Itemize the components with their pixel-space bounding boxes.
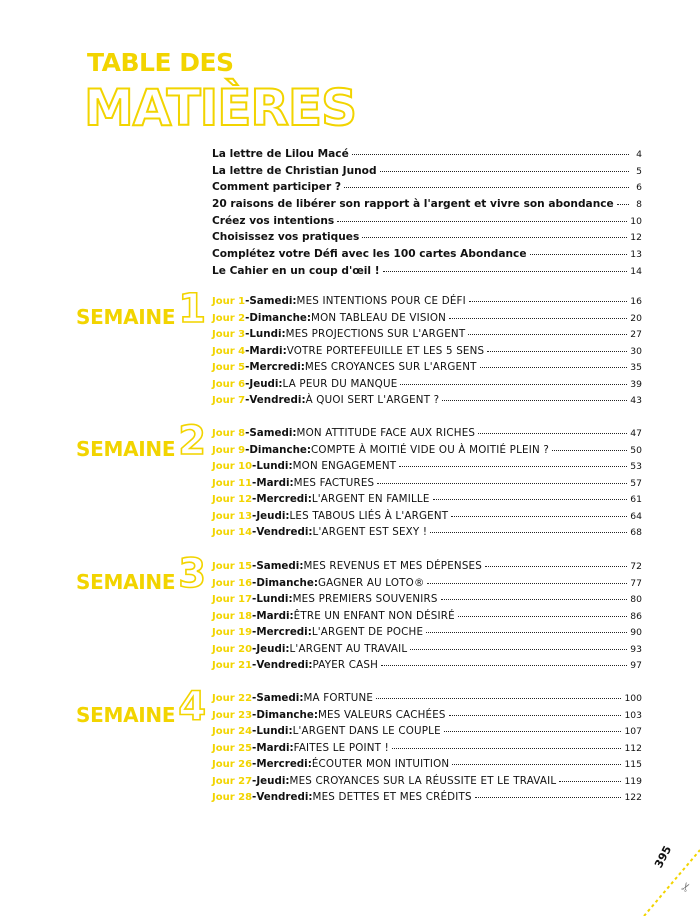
page-ref: 16 (630, 296, 642, 307)
colon: : (301, 394, 306, 406)
day-number: Jour 3 (212, 329, 246, 340)
page-ref: 77 (630, 577, 642, 589)
weekday: Mardi (256, 741, 290, 754)
separator: - (252, 708, 257, 721)
page-ref: 119 (624, 775, 642, 787)
day-number: Jour 16 (212, 577, 253, 589)
day-number: Jour 12 (212, 494, 253, 505)
topic-title: MES CROYANCES SUR LA RÉUSSITE ET LE TRAVAIL (289, 774, 557, 787)
day-number: Jour 14 (212, 527, 253, 538)
weekday: Mercredi (249, 361, 301, 373)
topic-title: MON ATTITUDE FACE AUX RICHES (296, 427, 476, 439)
separator: - (245, 394, 250, 406)
colon: : (308, 526, 313, 538)
separator: - (245, 295, 250, 307)
toc-text: 20 raisons de libérer son rapport à l'argent et vivre son abondance (212, 198, 614, 211)
weekday: Lundi (256, 725, 289, 737)
toc-text: Créez vos intentions (212, 214, 335, 227)
week-word: SEMAINE (76, 703, 176, 727)
colon: : (307, 758, 312, 770)
page-number: 395 (652, 843, 675, 871)
day-number: Jour 5 (212, 362, 246, 373)
day-number: Jour 18 (212, 610, 253, 622)
separator: - (252, 791, 257, 803)
weekday: Mercredi (256, 758, 308, 770)
scissors-icon: ✂ (677, 879, 695, 895)
topic-title: MES FACTURES (293, 476, 375, 489)
day-number: Jour 7 (212, 395, 246, 406)
colon: : (300, 361, 305, 373)
weekday: Jeudi (256, 774, 286, 787)
colon: : (308, 791, 313, 803)
week-number: 4 (178, 684, 207, 730)
colon: : (292, 427, 297, 439)
day-number: Jour 11 (212, 477, 253, 489)
page-ref: 47 (630, 428, 642, 439)
day-number: Jour 9 (212, 444, 246, 456)
toc-text: Choisissez vos pratiques (212, 231, 360, 244)
topic-title: LES TABOUS LIÉS À L'ARGENT (289, 509, 449, 522)
week-number: 1 (178, 286, 207, 332)
weekday: Lundi (256, 460, 289, 472)
topic-title: L'ARGENT DANS LE COUPLE (292, 725, 441, 737)
page-ref: 80 (630, 594, 642, 605)
separator: - (252, 725, 257, 737)
weekday: Mardi (256, 609, 290, 622)
weekday: Vendredi (256, 659, 309, 671)
separator: - (252, 626, 257, 638)
topic-title: ÉCOUTER MON INTUITION (311, 758, 450, 770)
topic-title: MA FORTUNE (303, 692, 374, 704)
toc-text: La lettre de Christian Junod (212, 164, 377, 177)
topic-title: FAITES LE POINT ! (293, 741, 389, 754)
topic-title: L'ARGENT EST SEXY ! (312, 526, 428, 538)
weekday: Samedi (256, 692, 300, 704)
colon: : (281, 328, 286, 340)
day-number: Jour 2 (212, 312, 246, 324)
topic-title: L'ARGENT DE POCHE (311, 626, 424, 638)
separator: - (252, 526, 257, 538)
separator: - (252, 576, 257, 589)
page-ref: 43 (630, 395, 642, 406)
separator: - (245, 328, 250, 340)
colon: : (306, 311, 312, 324)
separator: - (245, 344, 250, 357)
colon: : (282, 344, 287, 357)
colon: : (313, 708, 318, 721)
toc-text: Complétez votre Défi avec les 100 cartes Abondance (212, 248, 527, 261)
topic-title: COMPTE À MOITIÉ VIDE OU À MOITIÉ PLEIN ? (311, 443, 550, 456)
page-ref: 12 (630, 232, 642, 244)
page-ref: 112 (624, 742, 642, 754)
colon: : (307, 626, 312, 638)
separator: - (252, 609, 257, 622)
title-line-2: MATIÈRES (84, 79, 357, 137)
colon: : (289, 741, 294, 754)
colon: : (288, 593, 293, 605)
page-ref: 50 (630, 444, 642, 456)
topic-title: MES REVENUS ET MES DÉPENSES (303, 560, 482, 572)
separator: - (252, 659, 257, 671)
colon: : (299, 560, 304, 572)
week-number: 2 (178, 418, 207, 464)
topic-title: PAYER CASH (312, 659, 379, 671)
weekday: Vendredi (249, 394, 302, 406)
colon: : (313, 576, 318, 589)
page-ref: 20 (630, 312, 642, 324)
topic-title: MON ENGAGEMENT (292, 460, 397, 472)
weekday: Mercredi (256, 493, 308, 505)
day-number: Jour 20 (212, 643, 253, 655)
weekday: Mardi (256, 476, 290, 489)
weekday: Vendredi (256, 526, 309, 538)
topic-title: L'ARGENT EN FAMILLE (311, 493, 430, 505)
page-ref: 97 (630, 660, 642, 671)
topic-title: L'ARGENT AU TRAVAIL (289, 642, 408, 655)
colon: : (288, 725, 293, 737)
day-number: Jour 25 (212, 742, 253, 754)
colon: : (285, 509, 290, 522)
title-line-1: TABLE DES (87, 48, 234, 77)
page-ref: 61 (630, 494, 642, 505)
page-ref: 68 (630, 527, 642, 538)
colon: : (285, 774, 290, 787)
topic-title: MES PROJECTIONS SUR L'ARGENT (285, 328, 466, 340)
weekday: Dimanche (256, 708, 314, 721)
page-ref: 30 (630, 345, 642, 357)
weekday: Lundi (256, 593, 289, 605)
separator: - (252, 692, 257, 704)
day-number: Jour 21 (212, 660, 253, 671)
colon: : (307, 493, 312, 505)
page-ref: 14 (630, 265, 642, 277)
weekday: Jeudi (249, 377, 279, 390)
weekday: Jeudi (256, 509, 286, 522)
weekday: Vendredi (256, 791, 309, 803)
weekday: Mercredi (256, 626, 308, 638)
separator: - (245, 443, 250, 456)
page-ref: 72 (630, 561, 642, 572)
week-word: SEMAINE (76, 305, 176, 329)
colon: : (292, 295, 297, 307)
page-ref: 57 (630, 477, 642, 489)
separator: - (252, 593, 257, 605)
topic-title: MES CROYANCES SUR L'ARGENT (304, 361, 477, 373)
separator: - (252, 758, 257, 770)
weekday: Mardi (249, 344, 283, 357)
separator: - (252, 493, 257, 505)
day-number: Jour 1 (212, 296, 246, 307)
page-ref: 107 (624, 726, 642, 737)
day-number: Jour 17 (212, 594, 253, 605)
page-ref: 6 (636, 182, 642, 194)
page-ref: 93 (630, 643, 642, 655)
separator: - (252, 560, 257, 572)
colon: : (278, 377, 283, 390)
separator: - (245, 311, 250, 324)
topic-title: ÊTRE UN ENFANT NON DÉSIRÉ (293, 609, 455, 622)
colon: : (289, 609, 294, 622)
toc-text: La lettre de Lilou Macé (212, 148, 349, 160)
day-number: Jour 26 (212, 759, 253, 770)
separator: - (245, 361, 250, 373)
page-ref: 4 (636, 149, 642, 160)
day-number: Jour 4 (212, 345, 246, 357)
page-ref: 122 (624, 792, 642, 803)
topic-title: LA PEUR DU MANQUE (282, 377, 398, 390)
topic-title: MES VALEURS CACHÉES (317, 708, 446, 721)
colon: : (306, 443, 312, 456)
topic-title: MES INTENTIONS POUR CE DÉFI (296, 295, 466, 307)
weekday: Dimanche (256, 576, 314, 589)
week-word: SEMAINE (76, 570, 176, 594)
topic-title: À QUOI SERT L'ARGENT ? (305, 394, 440, 406)
topic-title: VOTRE PORTEFEUILLE ET LES 5 SENS (286, 344, 485, 357)
separator: - (252, 642, 257, 655)
colon: : (299, 692, 304, 704)
topic-title: MES DETTES ET MES CRÉDITS (312, 791, 472, 803)
separator: - (245, 427, 250, 439)
colon: : (288, 460, 293, 472)
page-ref: 39 (630, 378, 642, 390)
separator: - (245, 377, 250, 390)
day-number: Jour 28 (212, 792, 253, 803)
weekday: Dimanche (249, 311, 307, 324)
colon: : (285, 642, 290, 655)
separator: - (252, 741, 257, 754)
weekday: Samedi (256, 560, 300, 572)
topic-title: MES PREMIERS SOUVENIRS (292, 593, 438, 605)
page-ref: 115 (624, 759, 642, 770)
page-ref: 5 (636, 165, 642, 177)
separator: - (252, 509, 257, 522)
day-number: Jour 6 (212, 378, 246, 390)
day-number: Jour 22 (212, 693, 253, 704)
weekday: Jeudi (256, 642, 286, 655)
page-ref: 100 (624, 693, 642, 704)
weekday: Samedi (249, 427, 293, 439)
separator: - (252, 460, 257, 472)
page-ref: 90 (630, 627, 642, 638)
day-number: Jour 8 (212, 428, 246, 439)
toc-text: Comment participer ? (212, 181, 341, 194)
page-ref: 27 (630, 329, 642, 340)
topic-title: MON TABLEAU DE VISION (311, 311, 447, 324)
topic-title: GAGNER AU LOTO® (317, 576, 425, 589)
page-ref: 86 (630, 610, 642, 622)
separator: - (252, 476, 257, 489)
weekday: Samedi (249, 295, 293, 307)
page-ref: 35 (630, 362, 642, 373)
day-number: Jour 23 (212, 709, 253, 721)
colon: : (289, 476, 294, 489)
page-ref: 53 (630, 461, 642, 472)
separator: - (252, 774, 257, 787)
toc-text: Le Cahier en un coup d'œil ! (212, 264, 380, 277)
colon: : (308, 659, 313, 671)
day-number: Jour 15 (212, 561, 253, 572)
week-word: SEMAINE (76, 437, 176, 461)
day-number: Jour 13 (212, 510, 253, 522)
day-number: Jour 10 (212, 461, 253, 472)
page-ref: 13 (630, 249, 642, 261)
week-number: 3 (178, 551, 207, 597)
day-number: Jour 27 (212, 775, 253, 787)
weekday: Lundi (249, 328, 282, 340)
page-ref: 8 (636, 199, 642, 211)
page-ref: 64 (630, 510, 642, 522)
page-ref: 10 (630, 215, 642, 227)
page-ref: 103 (624, 709, 642, 721)
day-number: Jour 19 (212, 627, 253, 638)
day-number: Jour 24 (212, 726, 253, 737)
weekday: Dimanche (249, 443, 307, 456)
